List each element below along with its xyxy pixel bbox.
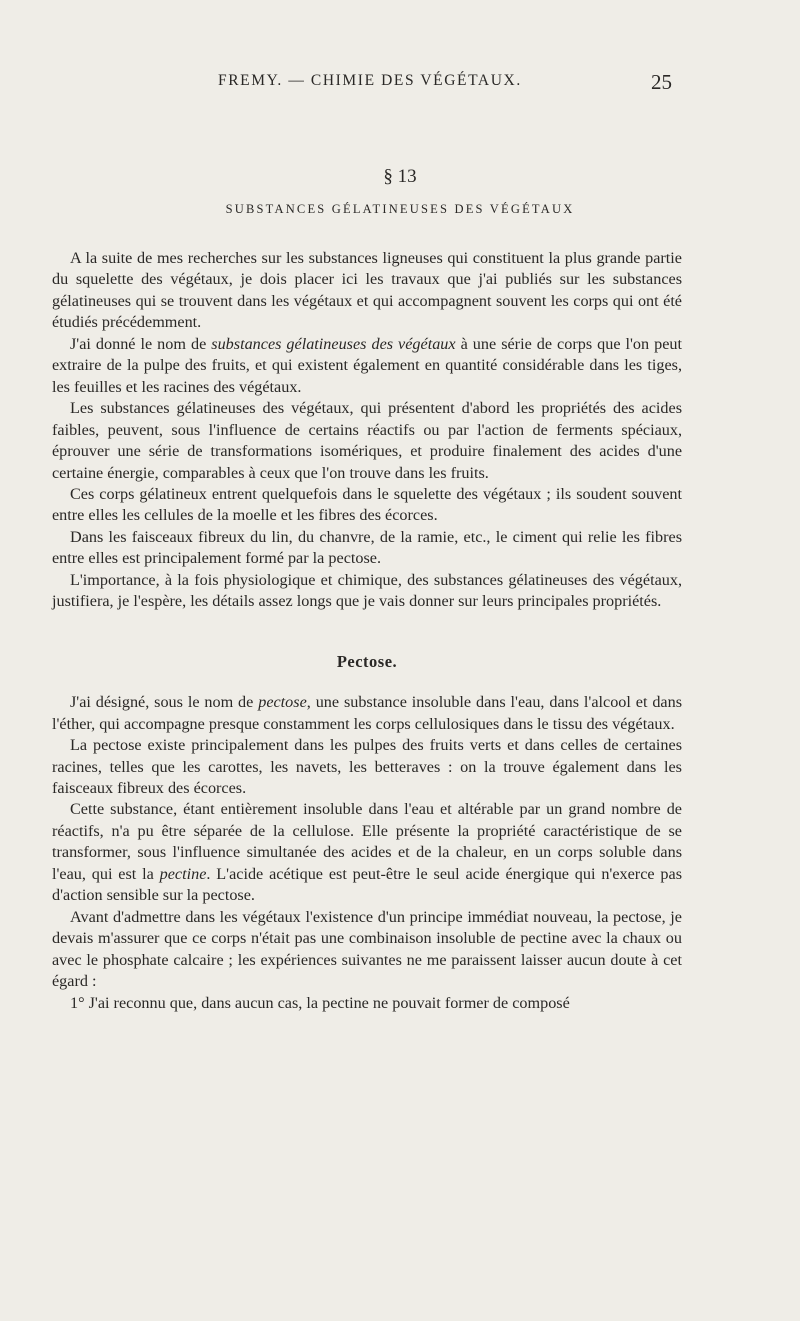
running-head (0, 70, 800, 100)
paragraph: A la suite de mes recherches sur les substances ligneuses qui constituent la plus grande partie du squelette des végétaux, je dois placer ici les travaux que j'ai publiés sur les substances gélatineuses qui se trouvent dans les végétaux et qui accompagnent souvent les corps qui ont été étudiés précédemment. (52, 249, 682, 332)
paragraph: L'importance, à la fois physiologique et chimique, des substances gélatineuses des végétaux, justifiera, je l'espère, les détails assez longs que je vais donner sur leurs principales propriétés. (52, 570, 682, 611)
paragraph: J'ai désigné, sous le nom de pectose, une substance insoluble dans l'eau, dans l'alcool et dans l'éther, qui accompagne presque constamment les corps cellulosiques dans le tissu des végétaux. (52, 693, 682, 733)
paragraph: Les substances gélatineuses des végétaux, qui présentent d'abord les propriétés des acides faibles, peuvent, sous l'influence de certains réactifs ou par l'action de ferments spéciaux, éprouver une série de transformations isomériques, et produire finalement des acides d'une certaine énergie, comparables à ceux que l'on trouve dans les fruits. (52, 399, 682, 482)
italic-term: pectose (258, 693, 307, 712)
italic-term: substances gélatineuses des végétaux (211, 334, 456, 353)
paragraph: La pectose existe principalement dans les pulpes des fruits verts et dans celles de certaines racines, telles que les carottes, les navets, les betteraves : on la trouve également dans les faisceaux fibreux des écorces. (52, 736, 682, 797)
running-title: FREMY. — CHIMIE DES VÉGÉTAUX. (218, 72, 522, 89)
paragraph: Dans les faisceaux fibreux du lin, du chanvre, de la ramie, etc., le ciment qui relie les fibres entre elles est principalement formé par la pectose. (52, 527, 682, 568)
section-title: SUBSTANCES GÉLATINEUSES DES VÉGÉTAUX (225, 202, 575, 216)
paragraph: 1° J'ai reconnu que, dans aucun cas, la pectine ne pouvait former de composé (70, 993, 570, 1012)
body-text (52, 248, 682, 1014)
paragraph: J'ai donné le nom de substances gélatineuses des végétaux à une série de corps que l'on peut extraire de la pulpe des fruits, et qui existent également en quantité considérable dans les tiges, les feuilles et les racines des végétaux. (52, 334, 683, 396)
page-number: 25 (651, 70, 672, 94)
section-number: § 13 (383, 166, 417, 187)
subheading-pectose: Pectose. (336, 651, 398, 671)
paragraph: Avant d'admettre dans les végétaux l'existence d'un principe immédiat nouveau, la pectose, je devais m'assurer que ce corps n'était pas une combinaison insoluble de pectine avec la chaux ou avec le phosphate calcaire ; les expériences suivantes ne me paraissent laisser aucun doute à cet égard : (52, 907, 682, 991)
paragraph: Ces corps gélatineux entrent quelquefois dans le squelette des végétaux ; ils soudent souvent entre elles les cellules de la moelle et les fibres des écorces. (52, 484, 682, 525)
italic-term: pectine (159, 864, 207, 883)
paragraph: Cette substance, étant entièrement insoluble dans l'eau et altérable par un grand nombre de réactifs, n'a pu être séparée de la cellulose. Elle présente la propriété caractéristique de se transformer, sous l'influence simultanée des acides et de la chaleur, en un corps soluble dans l'eau, qui est la pectine. L'acide acétique est peut-être le seul acide énergique qui n'exerce pas d'action sensible sur la pectose. (52, 800, 682, 905)
